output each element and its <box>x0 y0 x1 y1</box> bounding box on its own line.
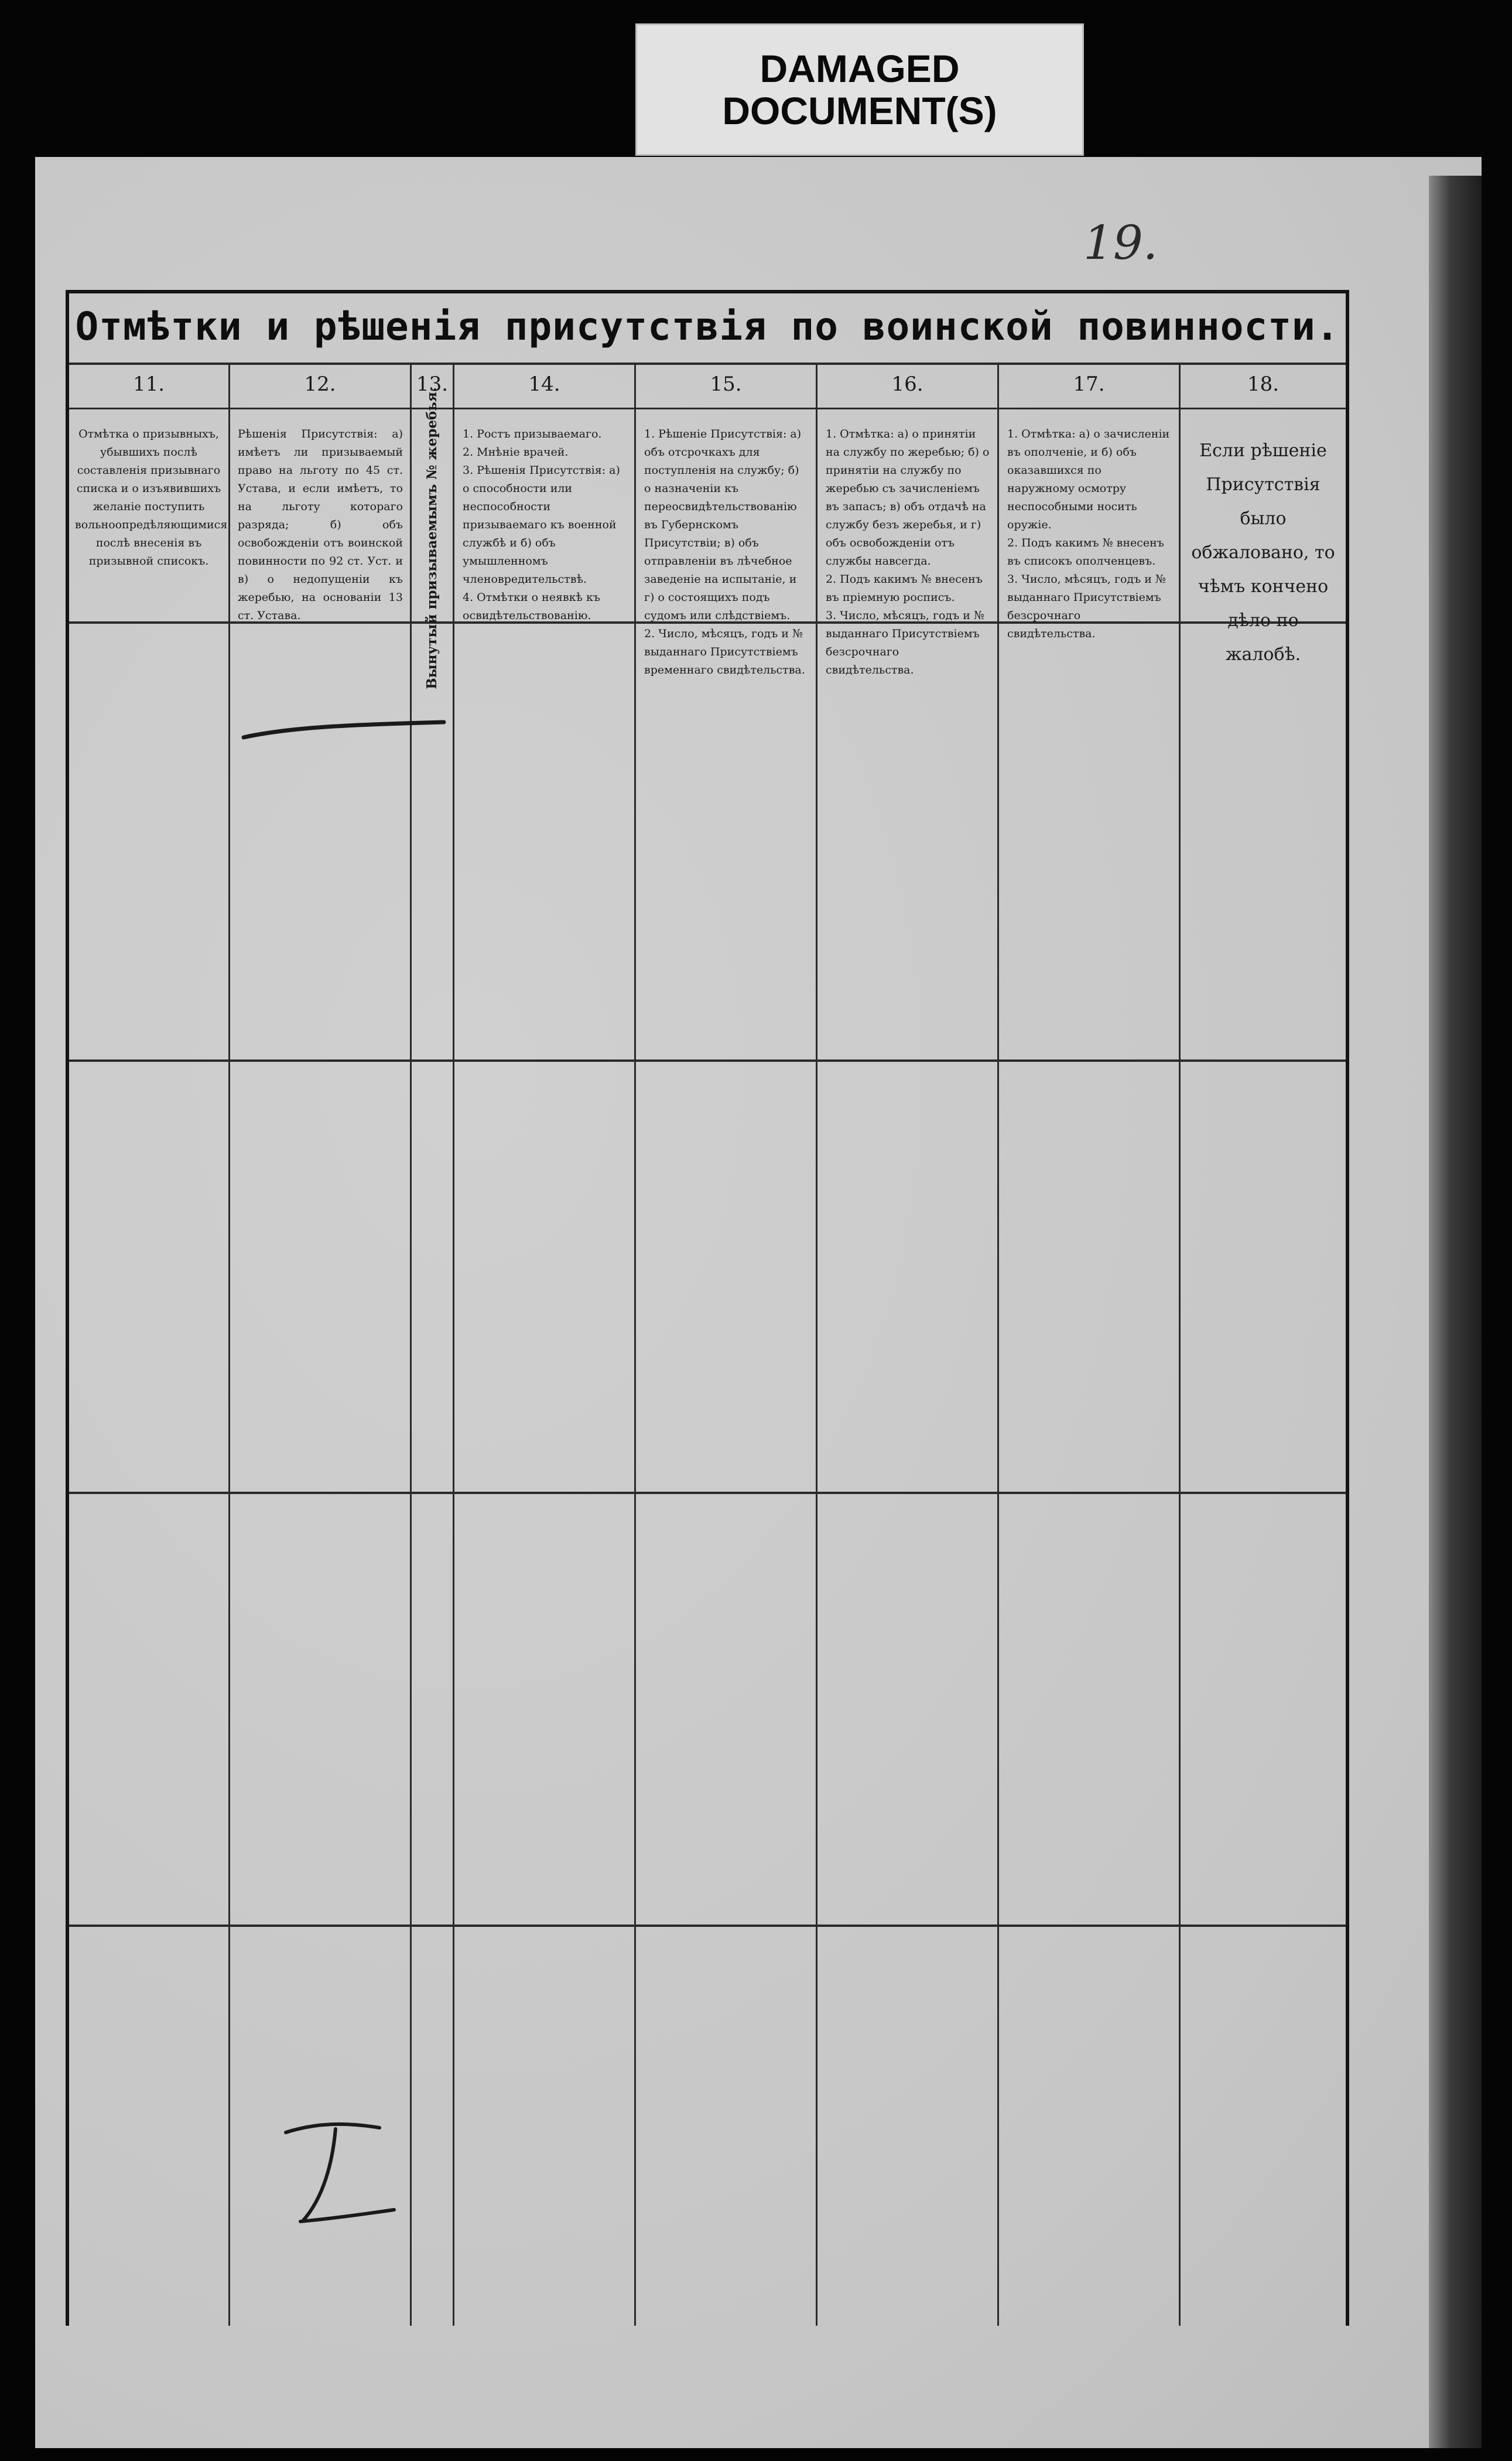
column-number-14: 14. <box>528 372 560 396</box>
rule-under-heading <box>69 363 1346 365</box>
column-header-17: 1. Отмѣтка: а) о зачисленіи въ ополченіе, и б) объ оказавшихся по наружному осмотру неспособными носить оружіе. 2. Подъ какимъ № внесенъ въ списокъ ополченцевъ. 3. Число, мѣсяцъ, годъ и № выданнаго Присутствіемъ безсрочнаго свидѣтельства. <box>1007 428 1170 640</box>
column-number-18: 18. <box>1247 372 1280 396</box>
column-rule-6 <box>997 363 999 2326</box>
column-header-15: 1. Рѣшеніе Присутствія: а) объ отсрочкахъ для поступленія на службу; б) о назначеніи къ переосвидѣтельствованію въ Губернскомъ Присутствіи; в) объ отправленіи въ лѣчебное заведеніе на испытаніе, и г) о состоящихъ подъ судомъ или слѣдствіемъ. 2. Число, мѣсяцъ, годъ и № выданнаго Присутствіемъ временнаго свидѣтельства. <box>644 428 805 676</box>
stamp-line-1: DAMAGED <box>760 47 960 90</box>
column-header-12: Рѣшенія Присутствія: а) имѣетъ ли призываемый право на льготу по 45 ст. Устава, и если имѣетъ, то на льготу котораго разряда; б) объ освобожденіи отъ воинской повинности по 92 ст. Уст. и в) о недопущеніи къ жеребью, на основаніи 13 ст. Устава. <box>238 428 403 622</box>
handwritten-dash-row1 <box>239 714 450 749</box>
handwritten-numeral-stroke <box>268 2115 403 2232</box>
column-header-13 <box>412 387 453 689</box>
column-number-11: 11. <box>132 372 165 396</box>
rule-under-numbers <box>69 408 1346 409</box>
row-divider-3 <box>69 1925 1346 1927</box>
page-number: 19. <box>1083 216 1158 270</box>
column-rule-4 <box>634 363 636 2326</box>
column-header-11: Отмѣтка о призывныхъ, убывшихъ послѣ составленія призывнаго списка и о изъявившихъ желаніе поступить вольноопредѣляющимися послѣ внесенія въ призывной списокъ. <box>75 428 228 568</box>
column-header-18: Если рѣшеніе Присутствія было обжаловано, то чѣмъ кончено дѣло по жалобѣ. <box>1191 440 1335 665</box>
column-rule-1 <box>228 363 230 2326</box>
handwritten-numeral-row4 <box>268 2115 403 2234</box>
column-header-14: 1. Ростъ призываемаго. 2. Мнѣніе врачей. 3. Рѣшенія Присутствія: а) о способности или неспособности призываемаго къ военной службѣ и б) объ умышленномъ членовредительствѣ. 4. Отмѣтки о неявкѣ къ освидѣтельствованію. <box>463 428 620 622</box>
column-number-17: 17. <box>1073 372 1105 396</box>
column-number-12: 12. <box>304 372 336 396</box>
column-rule-2 <box>410 363 412 2326</box>
row-divider-2 <box>69 1492 1346 1494</box>
column-header-16: 1. Отмѣтка: а) о принятіи на службу по жеребью; б) о принятіи на службу по жеребью съ зачисленіемъ въ запасъ; в) объ отдачѣ на службу безъ жеребья, и г) объ освобожденіи отъ службы навсегда. 2. Подъ какимъ № внесенъ въ пріемную росписъ. 3. Число, мѣсяцъ, годъ и № выданнаго Присутствіемъ безсрочнаго свидѣтельства. <box>826 428 990 676</box>
column-number-16: 16. <box>891 372 923 396</box>
damaged-document-stamp <box>635 23 1084 156</box>
register-table <box>66 290 1349 2326</box>
stamp-line-2: DOCUMENT(S) <box>722 89 997 132</box>
column-number-13: 13. <box>416 372 449 396</box>
column-number-15: 15. <box>710 372 742 396</box>
binding-edge <box>1429 176 1482 2448</box>
row-divider-1 <box>69 1059 1346 1062</box>
column-header-13-label: Вынутый призываемымъ № жеребья. <box>424 387 440 689</box>
column-rule-5 <box>816 363 817 2326</box>
column-rule-7 <box>1179 363 1181 2326</box>
table-heading: Отмѣтки и рѣшенія присутствія по воинской повинности. <box>75 304 1340 349</box>
column-rule-3 <box>453 363 454 2326</box>
